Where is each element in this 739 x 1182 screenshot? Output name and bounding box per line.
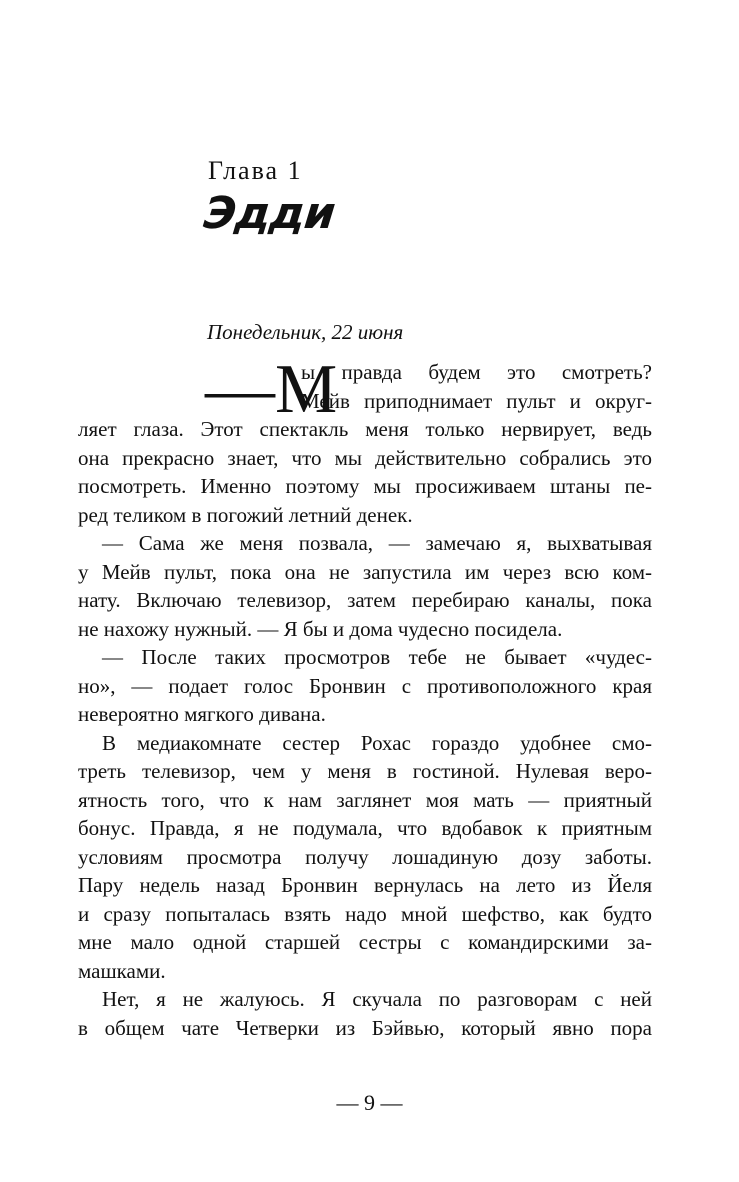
- page-number: — 9 —: [336, 1090, 403, 1115]
- text-line: ы правда будем это смотреть?: [301, 360, 652, 384]
- text-line: она прекрасно знает, что мы действительно собрались это: [78, 445, 652, 470]
- text-line: ред теликом в погожий летний денек.: [78, 502, 413, 527]
- text-line: условиям просмотра получу лошадиную дозу заботы.: [78, 844, 652, 869]
- text-line: машками.: [78, 958, 166, 983]
- text-line: не нахожу нужный. — Я бы и дома чудесно посидела.: [78, 616, 563, 641]
- text-line: посмотреть. Именно поэтому мы просиживаем штаны пе-: [78, 474, 652, 498]
- body-text: [78, 415, 652, 1042]
- dropcap-letter: —М: [205, 351, 338, 428]
- text-line: нату. Включаю телевизор, затем перебираю каналы, пока: [78, 588, 652, 612]
- text-line: бонус. Правда, я не подумала, что вдобавок к приятным: [78, 816, 652, 840]
- text-line: Мейв приподнимает пульт и округ-: [301, 388, 652, 413]
- text-line: в общем чате Четверки из Бэйвью, который явно пора: [78, 1015, 652, 1040]
- text-line: ятность того, что к нам заглянет моя мать — приятный: [78, 787, 652, 812]
- chapter-title: Эдди: [201, 188, 337, 239]
- dropcap-lines: [301, 358, 652, 415]
- text-line: и сразу попыталась взять надо мной шефство, как будто: [78, 901, 652, 926]
- date-line: Понедельник, 22 июня: [207, 320, 404, 344]
- text-line: Пару недель назад Бронвин вернулась на лето из Йеля: [78, 873, 652, 897]
- text-line: но», — подает голос Бронвин с противоположного края: [78, 673, 652, 698]
- text-line: В медиакомнате сестер Рохас гораздо удобнее смо-: [102, 730, 652, 755]
- text-line: у Мейв пульт, пока она не запустила им через всю ком-: [78, 559, 652, 584]
- text-line: невероятно мягкого дивана.: [78, 702, 326, 726]
- chapter-label: Глава 1: [208, 156, 303, 185]
- text-line: ляет глаза. Этот спектакль меня только нервирует, ведь: [78, 417, 652, 441]
- text-line: мне мало одной старшей сестры с командирскими за-: [78, 930, 652, 954]
- text-line: треть телевизор, чем у меня в гостиной. Нулевая веро-: [78, 759, 652, 783]
- text-line: Нет, я не жалуюсь. Я скучала по разговорам с ней: [102, 987, 652, 1011]
- text-line: — После таких просмотров тебе не бывает «чудес-: [102, 645, 652, 669]
- text-line: — Сама же меня позвала, — замечаю я, выхватывая: [102, 531, 652, 555]
